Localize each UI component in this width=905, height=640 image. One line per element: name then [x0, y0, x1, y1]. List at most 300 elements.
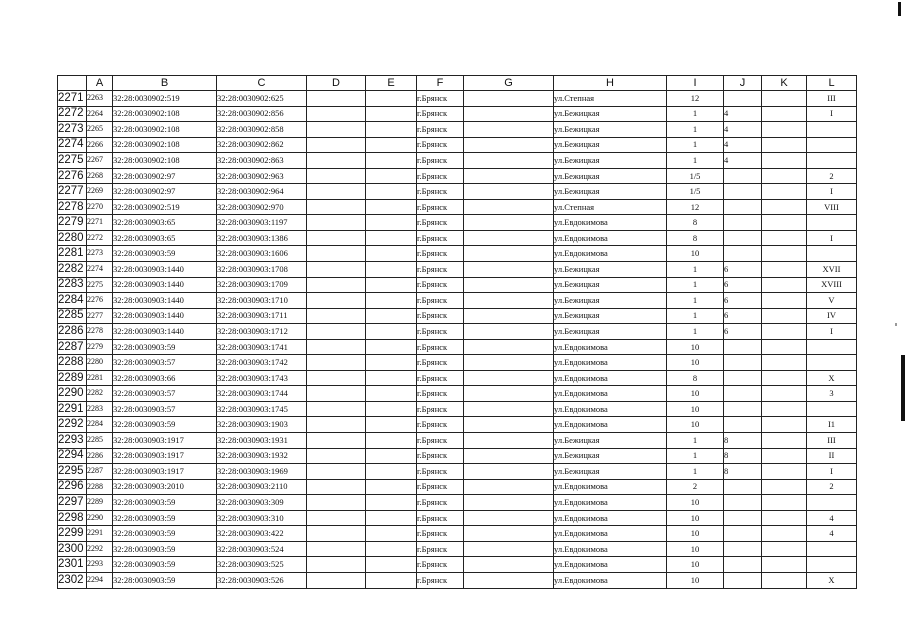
cell-b-cadastral: 32:28:0030903:59 — [113, 246, 217, 262]
cell-b-cadastral: 32:28:0030903:1917 — [113, 464, 217, 480]
cell-h-street: ул.Бежицкая — [554, 153, 667, 169]
cell-f-city: г.Брянск — [417, 464, 464, 480]
cell-j: 8 — [724, 464, 762, 480]
cell-g — [464, 557, 554, 573]
cell-f-city: г.Брянск — [417, 386, 464, 402]
cell-b-cadastral: 32:28:0030902:108 — [113, 122, 217, 138]
table-row — [58, 262, 857, 278]
cell-h-street: ул.Евдокимова — [554, 339, 667, 355]
cell-c-cadastral: 32:28:0030903:310 — [217, 510, 307, 526]
table-row — [58, 557, 857, 573]
cell-i-house: 10 — [667, 401, 724, 417]
cell-j — [724, 184, 762, 200]
cell-e — [366, 122, 417, 138]
cell-i-house: 10 — [667, 557, 724, 573]
row-number: 2296 — [58, 479, 87, 495]
cell-b-cadastral: 32:28:0030903:1440 — [113, 324, 217, 340]
cell-k — [762, 526, 807, 542]
cell-g — [464, 168, 554, 184]
row-number: 2275 — [58, 153, 87, 169]
cell-d — [307, 495, 366, 511]
cell-d — [307, 246, 366, 262]
cell-i-house: 1 — [667, 293, 724, 309]
cell-h-street: ул.Бежицкая — [554, 106, 667, 122]
cell-a: 2289 — [87, 495, 113, 511]
cell-l: II — [807, 448, 857, 464]
cell-k — [762, 262, 807, 278]
cell-j — [724, 417, 762, 433]
cell-j: 6 — [724, 308, 762, 324]
cell-l — [807, 339, 857, 355]
cell-a: 2278 — [87, 324, 113, 340]
column-header-a: A — [87, 76, 113, 91]
cell-k — [762, 293, 807, 309]
cell-c-cadastral: 32:28:0030902:964 — [217, 184, 307, 200]
cell-l: 4 — [807, 526, 857, 542]
cell-l: X — [807, 370, 857, 386]
cell-g — [464, 199, 554, 215]
cell-c-cadastral: 32:28:0030903:1931 — [217, 433, 307, 449]
row-number: 2301 — [58, 557, 87, 573]
cell-f-city: г.Брянск — [417, 324, 464, 340]
cell-a: 2287 — [87, 464, 113, 480]
cell-f-city: г.Брянск — [417, 215, 464, 231]
cell-l — [807, 401, 857, 417]
cell-d — [307, 401, 366, 417]
cell-c-cadastral: 32:28:0030902:858 — [217, 122, 307, 138]
cell-d — [307, 448, 366, 464]
cell-h-street: ул.Бежицкая — [554, 293, 667, 309]
table-row — [58, 230, 857, 246]
row-number: 2278 — [58, 199, 87, 215]
cell-l: XVIII — [807, 277, 857, 293]
cell-d — [307, 386, 366, 402]
table-row — [58, 199, 857, 215]
cell-l — [807, 355, 857, 371]
column-header-h: H — [554, 76, 667, 91]
cell-c-cadastral: 32:28:0030903:1709 — [217, 277, 307, 293]
cell-c-cadastral: 32:28:0030903:1386 — [217, 230, 307, 246]
cell-l: VIII — [807, 199, 857, 215]
column-header-g: G — [464, 76, 554, 91]
cell-j: 8 — [724, 433, 762, 449]
cell-k — [762, 230, 807, 246]
cell-j — [724, 339, 762, 355]
cell-e — [366, 168, 417, 184]
cell-a: 2286 — [87, 448, 113, 464]
cell-b-cadastral: 32:28:0030903:59 — [113, 526, 217, 542]
row-number: 2280 — [58, 230, 87, 246]
cell-e — [366, 370, 417, 386]
cell-d — [307, 262, 366, 278]
cell-c-cadastral: 32:28:0030903:1742 — [217, 355, 307, 371]
cell-d — [307, 464, 366, 480]
table-row — [58, 526, 857, 542]
cell-i-house: 1 — [667, 448, 724, 464]
cell-c-cadastral: 32:28:0030903:526 — [217, 572, 307, 588]
cell-a: 2280 — [87, 355, 113, 371]
cell-l: X — [807, 572, 857, 588]
cell-f-city: г.Брянск — [417, 184, 464, 200]
cell-e — [366, 495, 417, 511]
cell-i-house: 1 — [667, 106, 724, 122]
table-row — [58, 293, 857, 309]
cell-c-cadastral: 32:28:0030903:1606 — [217, 246, 307, 262]
cell-c-cadastral: 32:28:0030903:309 — [217, 495, 307, 511]
cell-a: 2263 — [87, 91, 113, 107]
cell-d — [307, 230, 366, 246]
cell-k — [762, 91, 807, 107]
scan-edge-mark — [898, 2, 901, 16]
cell-d — [307, 417, 366, 433]
cell-f-city: г.Брянск — [417, 137, 464, 153]
cell-d — [307, 293, 366, 309]
cell-c-cadastral: 32:28:0030902:970 — [217, 199, 307, 215]
cell-g — [464, 355, 554, 371]
column-header-j: J — [724, 76, 762, 91]
cell-b-cadastral: 32:28:0030903:57 — [113, 401, 217, 417]
column-header-row — [58, 76, 857, 91]
cell-d — [307, 91, 366, 107]
cell-c-cadastral: 32:28:0030903:1969 — [217, 464, 307, 480]
cell-l: 4 — [807, 510, 857, 526]
cell-i-house: 8 — [667, 230, 724, 246]
row-number: 2302 — [58, 572, 87, 588]
cell-a: 2279 — [87, 339, 113, 355]
row-number: 2291 — [58, 401, 87, 417]
cell-h-street: ул.Бежицкая — [554, 168, 667, 184]
cell-k — [762, 153, 807, 169]
cell-k — [762, 572, 807, 588]
cell-k — [762, 184, 807, 200]
cell-k — [762, 557, 807, 573]
cell-g — [464, 184, 554, 200]
cell-f-city: г.Брянск — [417, 277, 464, 293]
row-number: 2283 — [58, 277, 87, 293]
cell-h-street: ул.Бежицкая — [554, 184, 667, 200]
cell-e — [366, 510, 417, 526]
cell-d — [307, 572, 366, 588]
cell-f-city: г.Брянск — [417, 479, 464, 495]
cell-h-street: ул.Евдокимова — [554, 495, 667, 511]
cell-j — [724, 246, 762, 262]
cell-f-city: г.Брянск — [417, 510, 464, 526]
cell-k — [762, 215, 807, 231]
cell-h-street: ул.Бежицкая — [554, 277, 667, 293]
cell-g — [464, 339, 554, 355]
cell-c-cadastral: 32:28:0030903:1903 — [217, 417, 307, 433]
cell-g — [464, 448, 554, 464]
cell-e — [366, 293, 417, 309]
cell-k — [762, 199, 807, 215]
cell-f-city: г.Брянск — [417, 370, 464, 386]
row-number: 2297 — [58, 495, 87, 511]
cell-j: 6 — [724, 324, 762, 340]
cell-l: III — [807, 91, 857, 107]
cell-b-cadastral: 32:28:0030903:1440 — [113, 293, 217, 309]
cell-c-cadastral: 32:28:0030902:963 — [217, 168, 307, 184]
cell-e — [366, 479, 417, 495]
cell-k — [762, 339, 807, 355]
cell-g — [464, 572, 554, 588]
cell-g — [464, 386, 554, 402]
cell-h-street: ул.Евдокимова — [554, 215, 667, 231]
cell-l — [807, 137, 857, 153]
cell-c-cadastral: 32:28:0030903:525 — [217, 557, 307, 573]
cell-a: 2292 — [87, 541, 113, 557]
cell-a: 2270 — [87, 199, 113, 215]
cell-d — [307, 479, 366, 495]
cell-l — [807, 153, 857, 169]
cell-k — [762, 541, 807, 557]
cell-k — [762, 401, 807, 417]
cell-k — [762, 479, 807, 495]
cell-k — [762, 277, 807, 293]
cell-d — [307, 526, 366, 542]
cell-l: III — [807, 433, 857, 449]
cell-i-house: 10 — [667, 495, 724, 511]
cell-a: 2277 — [87, 308, 113, 324]
cell-c-cadastral: 32:28:0030903:1745 — [217, 401, 307, 417]
scan-speck — [895, 323, 897, 326]
cell-e — [366, 106, 417, 122]
cell-a: 2284 — [87, 417, 113, 433]
row-number: 2276 — [58, 168, 87, 184]
cell-g — [464, 370, 554, 386]
cell-d — [307, 137, 366, 153]
cell-l: V — [807, 293, 857, 309]
table-row — [58, 324, 857, 340]
cell-b-cadastral: 32:28:0030903:65 — [113, 215, 217, 231]
cell-k — [762, 370, 807, 386]
row-number: 2288 — [58, 355, 87, 371]
cell-d — [307, 153, 366, 169]
cell-h-street: ул.Бежицкая — [554, 308, 667, 324]
cell-e — [366, 448, 417, 464]
cell-h-street: ул.Бежицкая — [554, 262, 667, 278]
cell-g — [464, 308, 554, 324]
cell-c-cadastral: 32:28:0030902:863 — [217, 153, 307, 169]
cell-g — [464, 91, 554, 107]
cell-j: 6 — [724, 293, 762, 309]
cell-b-cadastral: 32:28:0030903:59 — [113, 495, 217, 511]
cell-g — [464, 401, 554, 417]
cell-a: 2265 — [87, 122, 113, 138]
cell-e — [366, 417, 417, 433]
cell-a: 2272 — [87, 230, 113, 246]
cell-i-house: 10 — [667, 417, 724, 433]
cell-k — [762, 324, 807, 340]
cell-a: 2293 — [87, 557, 113, 573]
cell-l — [807, 122, 857, 138]
table-row — [58, 246, 857, 262]
cell-j — [724, 199, 762, 215]
cell-h-street: ул.Евдокимова — [554, 417, 667, 433]
cell-h-street: ул.Евдокимова — [554, 526, 667, 542]
cell-i-house: 10 — [667, 386, 724, 402]
cell-g — [464, 464, 554, 480]
row-number: 2294 — [58, 448, 87, 464]
column-header-e: E — [366, 76, 417, 91]
cell-b-cadastral: 32:28:0030903:1440 — [113, 277, 217, 293]
row-number: 2284 — [58, 293, 87, 309]
cell-b-cadastral: 32:28:0030902:519 — [113, 199, 217, 215]
cell-i-house: 10 — [667, 510, 724, 526]
row-number: 2289 — [58, 370, 87, 386]
cell-d — [307, 324, 366, 340]
cell-e — [366, 91, 417, 107]
cell-i-house: 1 — [667, 464, 724, 480]
cell-f-city: г.Брянск — [417, 557, 464, 573]
table-row — [58, 510, 857, 526]
cell-e — [366, 541, 417, 557]
cell-a: 2294 — [87, 572, 113, 588]
cell-b-cadastral: 32:28:0030903:59 — [113, 339, 217, 355]
cell-j — [724, 386, 762, 402]
cell-c-cadastral: 32:28:0030903:1744 — [217, 386, 307, 402]
cell-i-house: 1 — [667, 137, 724, 153]
cell-d — [307, 355, 366, 371]
row-number: 2298 — [58, 510, 87, 526]
cell-g — [464, 246, 554, 262]
cell-b-cadastral: 32:28:0030902:108 — [113, 106, 217, 122]
cell-a: 2281 — [87, 370, 113, 386]
cell-a: 2291 — [87, 526, 113, 542]
column-header-rownum — [58, 76, 87, 91]
cell-a: 2283 — [87, 401, 113, 417]
cell-f-city: г.Брянск — [417, 308, 464, 324]
cell-h-street: ул.Степная — [554, 91, 667, 107]
cell-f-city: г.Брянск — [417, 572, 464, 588]
cell-j — [724, 479, 762, 495]
cell-c-cadastral: 32:28:0030903:1708 — [217, 262, 307, 278]
table-row — [58, 495, 857, 511]
table-row — [58, 339, 857, 355]
cell-g — [464, 324, 554, 340]
cell-k — [762, 417, 807, 433]
cell-e — [366, 215, 417, 231]
cell-l: I — [807, 106, 857, 122]
row-number: 2286 — [58, 324, 87, 340]
cell-a: 2266 — [87, 137, 113, 153]
cell-k — [762, 433, 807, 449]
cell-j — [724, 370, 762, 386]
cell-f-city: г.Брянск — [417, 122, 464, 138]
cell-j — [724, 355, 762, 371]
cell-b-cadastral: 32:28:0030902:108 — [113, 153, 217, 169]
cell-b-cadastral: 32:28:0030902:97 — [113, 184, 217, 200]
cell-g — [464, 541, 554, 557]
column-header-c: C — [217, 76, 307, 91]
table-row — [58, 572, 857, 588]
cell-h-street: ул.Евдокимова — [554, 572, 667, 588]
column-header-b: B — [113, 76, 217, 91]
cell-f-city: г.Брянск — [417, 526, 464, 542]
cell-b-cadastral: 32:28:0030903:59 — [113, 572, 217, 588]
column-header-d: D — [307, 76, 366, 91]
cell-i-house: 12 — [667, 199, 724, 215]
table-row — [58, 370, 857, 386]
cell-g — [464, 495, 554, 511]
cell-h-street: ул.Бежицкая — [554, 464, 667, 480]
cell-i-house: 1 — [667, 324, 724, 340]
table-row — [58, 433, 857, 449]
cell-e — [366, 339, 417, 355]
cell-i-house: 10 — [667, 572, 724, 588]
cell-h-street: ул.Евдокимова — [554, 541, 667, 557]
cell-l — [807, 541, 857, 557]
cell-b-cadastral: 32:28:0030903:59 — [113, 557, 217, 573]
cell-f-city: г.Брянск — [417, 495, 464, 511]
cell-l: 2 — [807, 168, 857, 184]
cell-a: 2288 — [87, 479, 113, 495]
cell-h-street: ул.Евдокимова — [554, 479, 667, 495]
column-header-k: K — [762, 76, 807, 91]
cell-j — [724, 91, 762, 107]
cell-f-city: г.Брянск — [417, 91, 464, 107]
cell-e — [366, 557, 417, 573]
cell-l: I — [807, 464, 857, 480]
cell-k — [762, 246, 807, 262]
cell-c-cadastral: 32:28:0030903:1197 — [217, 215, 307, 231]
cell-i-house: 1 — [667, 153, 724, 169]
row-number: 2299 — [58, 526, 87, 542]
cell-c-cadastral: 32:28:0030902:625 — [217, 91, 307, 107]
cell-j — [724, 168, 762, 184]
cell-g — [464, 122, 554, 138]
cell-d — [307, 510, 366, 526]
cell-e — [366, 137, 417, 153]
cell-j — [724, 510, 762, 526]
cell-d — [307, 199, 366, 215]
cell-g — [464, 417, 554, 433]
cell-l — [807, 215, 857, 231]
cell-e — [366, 199, 417, 215]
cell-i-house: 1/5 — [667, 184, 724, 200]
cell-k — [762, 495, 807, 511]
cell-a: 2269 — [87, 184, 113, 200]
cell-e — [366, 464, 417, 480]
cell-c-cadastral: 32:28:0030903:524 — [217, 541, 307, 557]
cell-i-house: 1 — [667, 433, 724, 449]
cell-e — [366, 401, 417, 417]
cell-f-city: г.Брянск — [417, 153, 464, 169]
cell-j: 4 — [724, 137, 762, 153]
cell-j — [724, 541, 762, 557]
cell-g — [464, 137, 554, 153]
cell-b-cadastral: 32:28:0030903:65 — [113, 230, 217, 246]
cell-f-city: г.Брянск — [417, 106, 464, 122]
cell-h-street: ул.Евдокимова — [554, 401, 667, 417]
cell-d — [307, 557, 366, 573]
cell-j — [724, 230, 762, 246]
cell-e — [366, 433, 417, 449]
cell-l: I — [807, 184, 857, 200]
cell-j: 6 — [724, 262, 762, 278]
cell-h-street: ул.Бежицкая — [554, 448, 667, 464]
cell-a: 2290 — [87, 510, 113, 526]
cell-f-city: г.Брянск — [417, 355, 464, 371]
cell-g — [464, 526, 554, 542]
cell-b-cadastral: 32:28:0030903:1440 — [113, 262, 217, 278]
cell-i-house: 8 — [667, 215, 724, 231]
table-row — [58, 137, 857, 153]
cell-k — [762, 168, 807, 184]
cell-g — [464, 479, 554, 495]
cell-i-house: 10 — [667, 246, 724, 262]
cell-e — [366, 184, 417, 200]
cell-c-cadastral: 32:28:0030903:1711 — [217, 308, 307, 324]
